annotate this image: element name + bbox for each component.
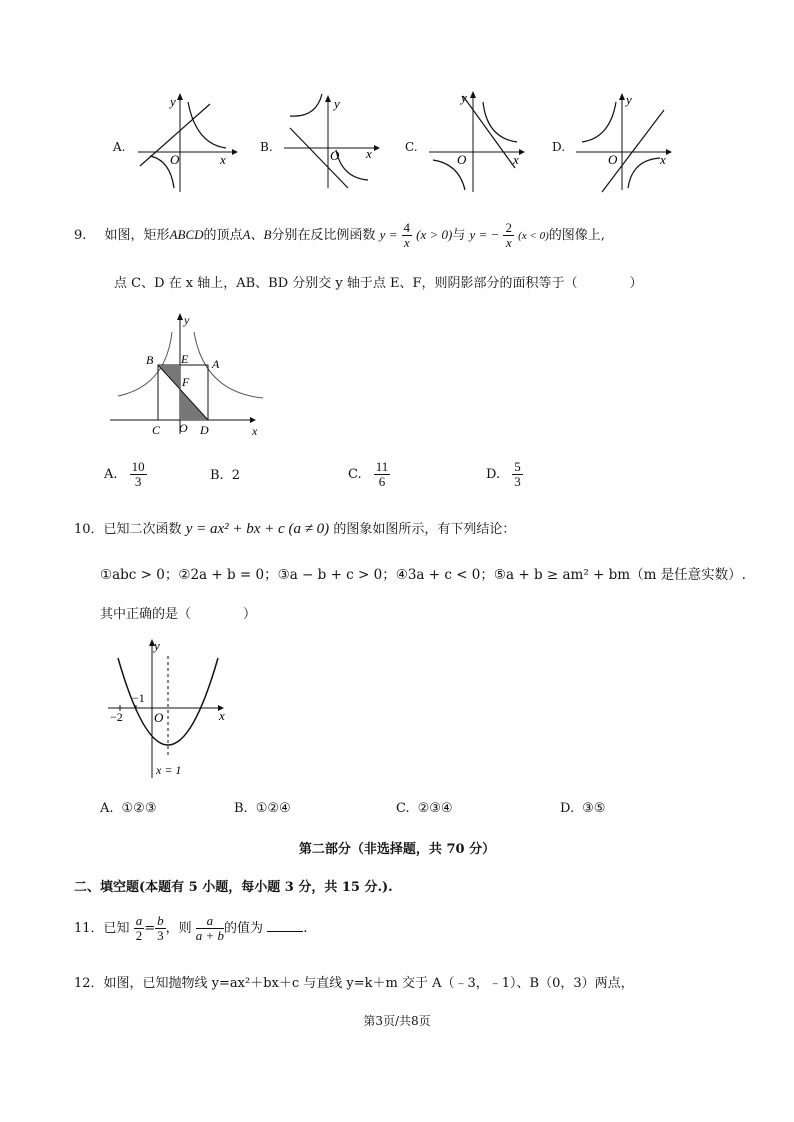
q10-intro-a: 已知二次函数	[103, 522, 182, 537]
q8-d-y: y	[626, 92, 632, 107]
section2-title: 二、填空题(本题有 5 小题，每小题 3 分，共 15 分.).	[74, 880, 393, 895]
q9-fig-a: A	[212, 357, 220, 371]
q8-d-x: x	[660, 152, 666, 167]
q9-f1-lhs: y =	[379, 227, 398, 242]
q10-conclusions: ①abc > 0；②2a + b = 0；③a − b + c > 0；④3a + c < 0；⑤a + b ≥ am² + bm（m 是任意实数）.	[100, 567, 746, 583]
q8-option-d-label: D.	[552, 140, 566, 154]
q11-text-c: 的值为	[224, 921, 264, 936]
q9-f1-fraction: $\frac{4}{x}$	[403, 220, 411, 250]
q9-fig-c: C	[152, 423, 161, 437]
q11-frac2: $\frac{b}{3}$	[157, 913, 164, 943]
q8-b-x: x	[366, 146, 372, 161]
q8-c-o: O	[457, 152, 467, 167]
q10-figure	[104, 636, 234, 782]
q11-answer-blank[interactable]	[267, 931, 303, 932]
q8-options	[0, 88, 794, 198]
q8-c-y: y	[461, 90, 467, 105]
q9-choices	[104, 460, 704, 496]
q10-choice-d[interactable]: D. ③⑤	[560, 801, 606, 816]
q12	[74, 972, 634, 991]
q9-fig-f: F	[182, 375, 190, 389]
q10-intro	[74, 518, 515, 538]
q9-line2: 点 C、D 在 x 轴上，AB、BD 分别交 y 轴于点 E、F，则阴影部分的面积等于（ ）	[114, 276, 643, 291]
q8-option-c-graph	[425, 88, 535, 193]
q10-choice-a[interactable]: A. ①②③	[100, 801, 157, 816]
q11-text-b: ，则	[165, 921, 192, 936]
q8-d-o: O	[608, 152, 618, 167]
q10-number: 10．	[74, 522, 104, 537]
q9-choice-b[interactable]: B. 2	[210, 468, 240, 483]
q8-a-y: y	[170, 94, 176, 109]
q8-option-d-graph	[572, 88, 682, 193]
q9-choice-d[interactable]: D. $\frac{5}{3}$	[486, 459, 521, 489]
q9-text-d: 与	[452, 228, 466, 243]
q10-choice-c[interactable]: C. ②③④	[396, 801, 453, 816]
q10-question: 其中正确的是（ ）	[100, 607, 257, 622]
q9-f2-lhs: y = −	[469, 227, 500, 242]
q10-intro-b: 的图象如图所示，有下列结论：	[333, 522, 516, 537]
q8-a-o: O	[170, 152, 180, 167]
q9-fig-b: B	[146, 353, 154, 367]
q9-fig-x: x	[252, 424, 258, 438]
q10-fig-neg1: −1	[132, 691, 145, 705]
q8-option-b-graph	[278, 88, 388, 193]
q10-fig-x: x	[219, 708, 225, 723]
q9-fig-d: D	[200, 423, 209, 437]
q10-formula: y = ax² + bx + c (a ≠ 0)	[185, 521, 330, 537]
part2-title: 第二部分（非选择题，共 70 分）	[298, 842, 496, 857]
q10-fig-axis: x = 1	[156, 763, 182, 777]
q8-a-x: x	[220, 152, 226, 167]
q10-fig-o: O	[154, 710, 164, 725]
q9-choice-a[interactable]: A. $\frac{10}{3}$	[104, 459, 145, 489]
q9-text-a: 如图，矩形	[104, 228, 170, 243]
q8-option-c-label: C.	[405, 140, 418, 154]
q12-number: 12．	[74, 976, 104, 991]
q9-fig-o: O	[179, 421, 188, 435]
q9-figure	[108, 310, 268, 438]
q9-f1-cond: (x > 0)	[416, 227, 453, 242]
q10-fig-y: y	[154, 638, 160, 653]
q9-line1	[74, 220, 754, 256]
q11-end: .	[303, 921, 308, 936]
q9-rect: ABCD	[169, 227, 204, 242]
q9-number: 9.	[74, 228, 87, 243]
q11	[74, 914, 307, 944]
q8-option-b-label: B.	[260, 140, 273, 154]
q9-text-b: 的顶点	[203, 228, 243, 243]
q10-choice-b[interactable]: B. ①②④	[234, 801, 291, 816]
q10-choices	[100, 801, 700, 821]
q12-text: 如图，已知抛物线 y=ax²＋bx＋c 与直线 y=k＋m 交于 A（﹣3，﹣1）、B（0，3）两点，	[103, 976, 634, 991]
q9-ab: A、B	[242, 227, 272, 242]
q11-text-a: 已知	[103, 921, 130, 936]
q9-fig-e: E	[181, 352, 189, 366]
q11-frac1: $\frac{a}{2}$	[135, 913, 143, 943]
q9-fig-y: y	[184, 313, 190, 327]
q9-text-c: 分别在反比例函数	[271, 228, 376, 243]
q8-option-a-graph	[130, 88, 240, 193]
q9-f2-cond: (x < 0)	[518, 230, 549, 242]
q11-eq: =	[144, 921, 156, 936]
page-footer: 第3页/共8页	[363, 1014, 431, 1028]
q8-c-x: x	[513, 152, 519, 167]
q9-text-e: 的图像上,	[548, 228, 605, 243]
q8-b-o: O	[330, 148, 340, 163]
q9-f2-fraction: $\frac{2}{x}$	[505, 220, 512, 250]
q10-fig-neg2: −2	[110, 710, 123, 724]
q11-number: 11．	[74, 921, 104, 936]
q11-frac3: $\frac{a}{a + b}$	[195, 913, 225, 943]
q8-option-a-label: A.	[113, 140, 126, 154]
q8-b-y: y	[334, 96, 340, 111]
q9-choice-c[interactable]: C. $\frac{11}{6}$	[348, 459, 389, 489]
